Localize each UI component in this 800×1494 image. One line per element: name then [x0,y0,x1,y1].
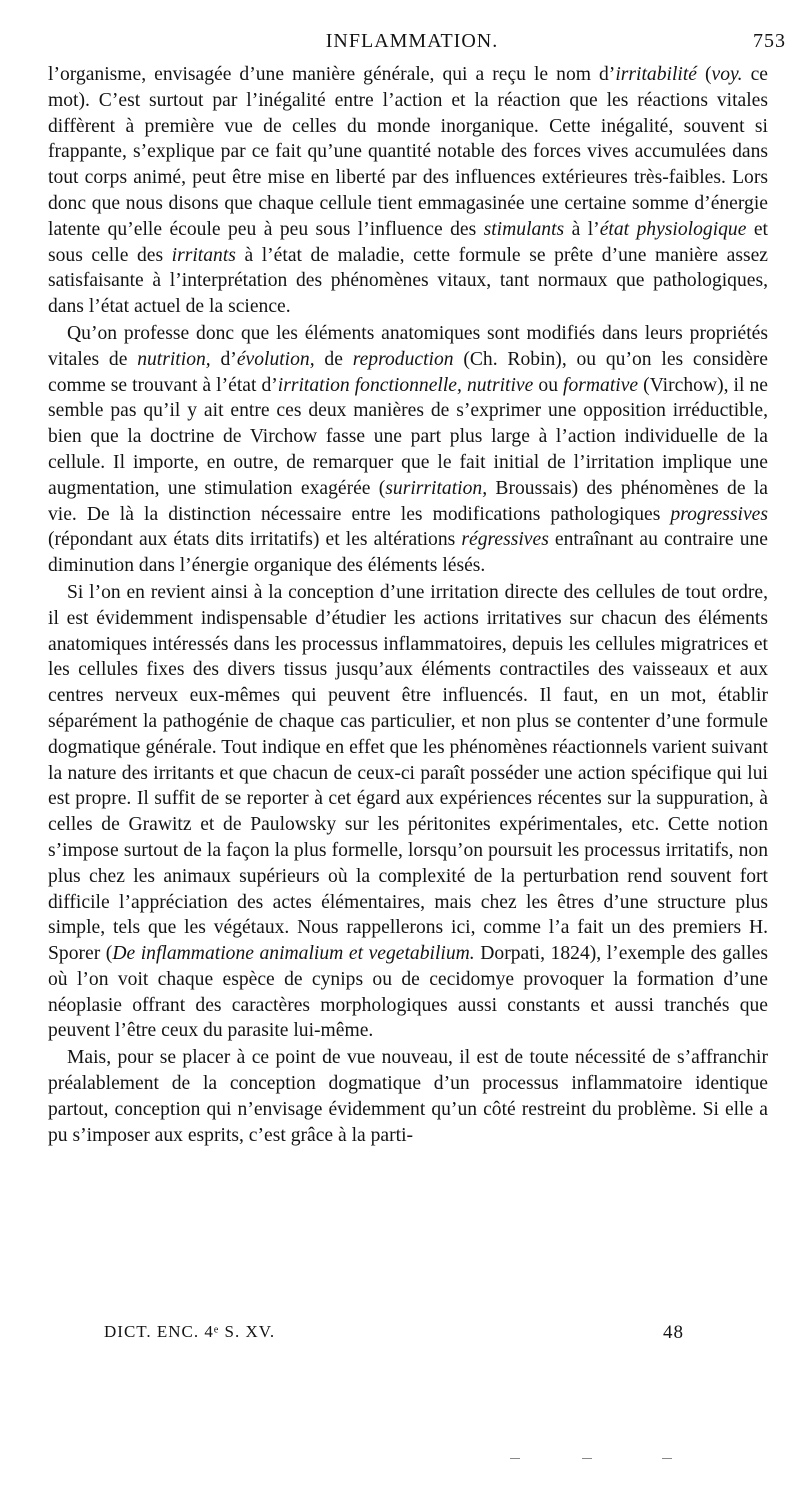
text-run: (Ch. Robin), ou qu’on les considère comme se trouvant à l’état d’ [48,348,768,396]
italic-term: évolution, [236,348,315,370]
text-run: et sous celle des [48,218,768,266]
text-run: ( [696,64,712,85]
text-run: Qu’on professe donc que les éléments anatomiques sont modifiés dans leurs propriétés vitales de [48,322,768,370]
text-run: à l’ [564,218,600,240]
text-run: à l’état de maladie, cette formule se prête d’une manière assez satisfaisante à l’interprétation des phénomènes vitaux, tant normaux que pathologiques, dans l’état actuel de la science. [48,244,768,318]
scan-mark [510,1458,520,1459]
text-run: (répondant aux états dits irritatifs) et les altérations [48,529,462,551]
text-run: entraînant au contraire une diminution dans l’énergie organique des éléments lésés. [48,529,768,577]
text-run: d’ [210,348,237,370]
italic-term: irritabilité [615,64,697,85]
italic-term: De inflammatione animalium et vegetabilium. [112,943,475,965]
italic-term: reproduction [352,348,454,370]
italic-term: irritation fonctionnelle, nutritive [277,374,534,396]
scan-mark [582,1458,592,1459]
body-text [48,62,768,1149]
running-header [38,20,786,54]
text-run: ou [533,374,564,396]
paragraph-4 [48,1045,768,1148]
page-footer [104,1322,684,1342]
italic-term: régressives [461,529,549,551]
signature-number: 48 [663,1322,684,1343]
paragraph-2 [48,321,768,579]
italic-term: surirritation, [385,477,488,499]
footer-reference: DICT. ENC. 4ᵉ S. XV. [104,1322,276,1341]
italic-term: irritants [171,244,236,266]
text-run: de [314,348,353,370]
italic-term: progressives [670,503,768,525]
page-number: 753 [753,30,786,52]
italic-term: nutrition, [137,348,211,370]
italic-term: état physiologique [599,218,747,240]
paragraph-1 [48,62,768,320]
italic-term: stimulants [483,218,565,240]
text-run: ce mot). C’est surtout par l’inégalité entre l’action et la réaction que les réactions vitales diffèrent à première vue de celles du monde inorganique. Cette inégalité, souvent si frappante, s’explique par ce fait qu’une quantité notable des forces vives accumulées dans tout corps animé, peut être mise en liberté par des influences extérieures très-faibles. Lors donc que nous disons que chaque cellule tient emmagasinée une certaine somme d’énergie latente qu’elle écoule peu à peu sous l’influence des [48,64,768,240]
text-run: Dorpati, 1824), l’exemple des galles où l’on voit chaque espèce de cynips ou de cecidomye provoquer la formation d’une néoplasie offrant des caractères morphologiques aussi constants et aussi tranchés que peuvent l’être ceux du parasite lui-même. [48,943,769,1042]
italic-term: voy. [711,64,743,85]
text-run: l’organisme, envisagée d’une manière générale, qui a reçu le nom d’ [48,64,616,85]
text-run: Si l’on en revient ainsi à la conception d’une irritation directe des cellules de tout ordre, il est évidemment indispensable d’étudier les actions irritatives sur chacun des éléments anatomiques intéressés dans les processus inflammatoires, depuis les cellules migratrices et les cellules fixes des divers tissus jusqu’aux éléments contractiles des vaisseaux et aux centres nerveux eux-mêmes qui peuvent être influencés. Il faut, en un mot, établir séparément la pathogénie de chaque cas particulier, et non plus se contenter d’une formule dogmatique générale. Tout indique en effet que les phénomènes réactionnels varient suivant la nature des irritants et que chacun de ceux-ci paraît posséder une action spécifique qui lui est propre. Il suffit de se reporter à cet égard aux expériences récentes sur la suppuration, à celles de Grawitz et de Paulowsky sur les péritonites expérimentales, etc. Cette notion s’impose surtout de la façon la plus formelle, lorsqu’on poursuit les processus irritatifs, non plus chez les animaux supérieurs où la complexité de la perturbation rend souvent fort difficile l’appréciation des actes élémentaires, mais chez les êtres d’une structure plus simple, tels que les végétaux. Nous rappellerons ici, comme l’a fait un des premiers H. Sporer ( [48,581,768,965]
scan-mark [662,1458,672,1459]
text-run: Broussais) des phénomènes de la vie. De là la distinction nécessaire entre les modifications pathologiques [48,477,768,525]
paragraph-3 [48,580,768,1044]
text-run: (Virchow), il ne semble pas qu’il y ait entre ces deux manières de s’exprimer une opposition irréductible, bien que la doctrine de Virchow fasse une part plus large à l’action individuelle de la cellule. Il importe, en outre, de remarquer que le fait initial de l’irritation implique une augmentation, une stimulation exagérée ( [48,374,768,499]
italic-term: formative [563,374,639,396]
text-run: Mais, pour se placer à ce point de vue nouveau, il est de toute nécessité de s’affranchir préalablement de la conception dogmatique d’un processus inflammatoire identique partout, conception qui n’envisage évidemment qu’un côté restreint du problème. Si elle a pu s’imposer aux esprits, c’est grâce à la parti- [48,1047,768,1146]
running-title: INFLAMMATION. [325,30,499,52]
